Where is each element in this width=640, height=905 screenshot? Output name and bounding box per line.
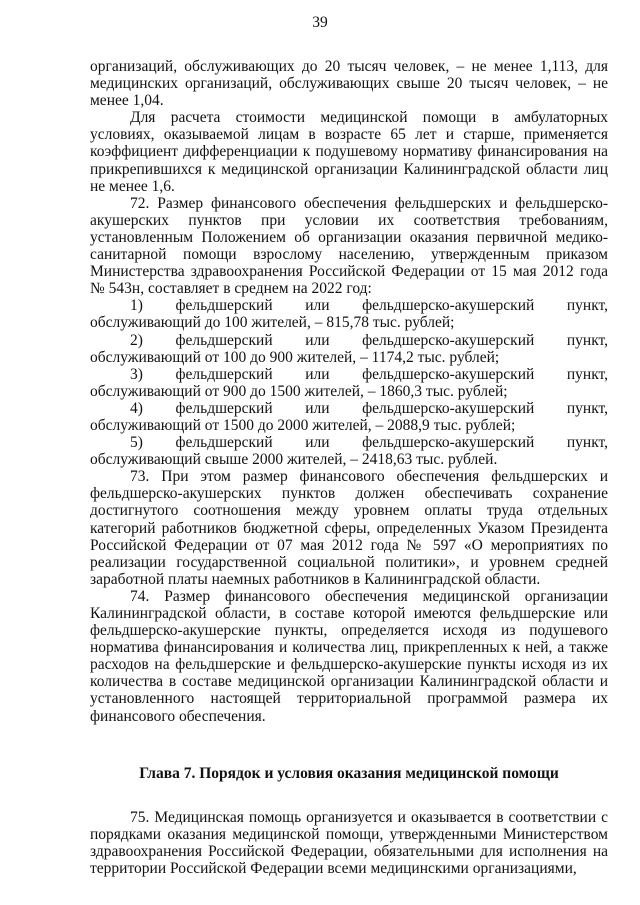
list-item-72-2: 2) фельдшерский или фельдшерско-акушерский пункт, обслуживающий от 100 до 900 жителей, – 1174,2 тыс. рублей; (90, 331, 608, 366)
paragraph-75: 75. Медицинская помощь организуется и оказывается в соответствии с порядками оказания медицинской помощи, утвержденными Министерством здравоохранения Российской Федерации, обязательными для исполнения на территории Российской Федерации всеми медицинскими организациями, (90, 808, 608, 877)
list-item-72-4: 4) фельдшерский или фельдшерско-акушерский пункт, обслуживающий от 1500 до 2000 жителей, – 2088,9 тыс. рублей; (90, 399, 608, 434)
chapter-heading: Глава 7. Порядок и условия оказания медицинской помощи (139, 764, 559, 782)
paragraph-age-coefficient: Для расчета стоимости медицинской помощи в амбулаторных условиях, оказываемой лицам в возрасте 65 лет и старше, применяется коэффициент дифференциации к подушевому нормативу финансирования на прикрепившихся к медицинской организации Калининградской области лиц не менее 1,6. (90, 109, 608, 195)
list-item-72-1: 1) фельдшерский или фельдшерско-акушерский пункт, обслуживающий до 100 жителей, – 815,78 тыс. рублей; (90, 297, 608, 332)
list-item-72-3: 3) фельдшерский или фельдшерско-акушерский пункт, обслуживающий от 900 до 1500 жителей, – 1860,3 тыс. рублей; (90, 365, 608, 400)
paragraph-72: 72. Размер финансового обеспечения фельдшерских и фельдшерско-акушерских пунктов при условии их соответствия требованиям, установленным Положением об организации оказания первичной медико-санитарной помощи взрослому населению, утвержденным приказом Министерства здравоохранения Российской Федерации от 15 мая 2012 года № 543н, составляет в среднем на 2022 год: (90, 194, 608, 298)
paragraph-continuation: организаций, обслуживающих до 20 тысяч человек, – не менее 1,113, для медицинских организаций, обслуживающих свыше 20 тысяч человек, – не менее 1,04. (90, 58, 608, 110)
page-number: 39 (312, 14, 328, 31)
document-body (90, 58, 608, 877)
paragraph-73: 73. При этом размер финансового обеспечения фельдшерских и фельдшерско-акушерских пунктов должен обеспечивать сохранение достигнутого соотношения между уровнем оплаты труда отдельных категорий работников бюджетной сферы, определенных Указом Президента Российской Федерации от 07 мая 2012 года № 597 «О мероприятиях по реализации государственной социальной политики», и уровнем средней заработной платы наемных работников в Калининградской области. (90, 468, 608, 588)
list-item-72-5: 5) фельдшерский или фельдшерско-акушерский пункт, обслуживающий свыше 2000 жителей, – 2418,63 тыс. рублей. (90, 434, 608, 469)
paragraph-74: 74. Размер финансового обеспечения медицинской организации Калининградской области, в составе которой имеются фельдшерские или фельдшерско-акушерские пункты, определяется исходя из подушевого норматива финансирования и количества лиц, прикрепленных к ней, а также расходов на фельдшерские и фельдшерско-акушерские пункты исходя из их количества в составе медицинской организации Калининградской области и установленного настоящей территориальной программой размера их финансового обеспечения. (90, 587, 608, 725)
